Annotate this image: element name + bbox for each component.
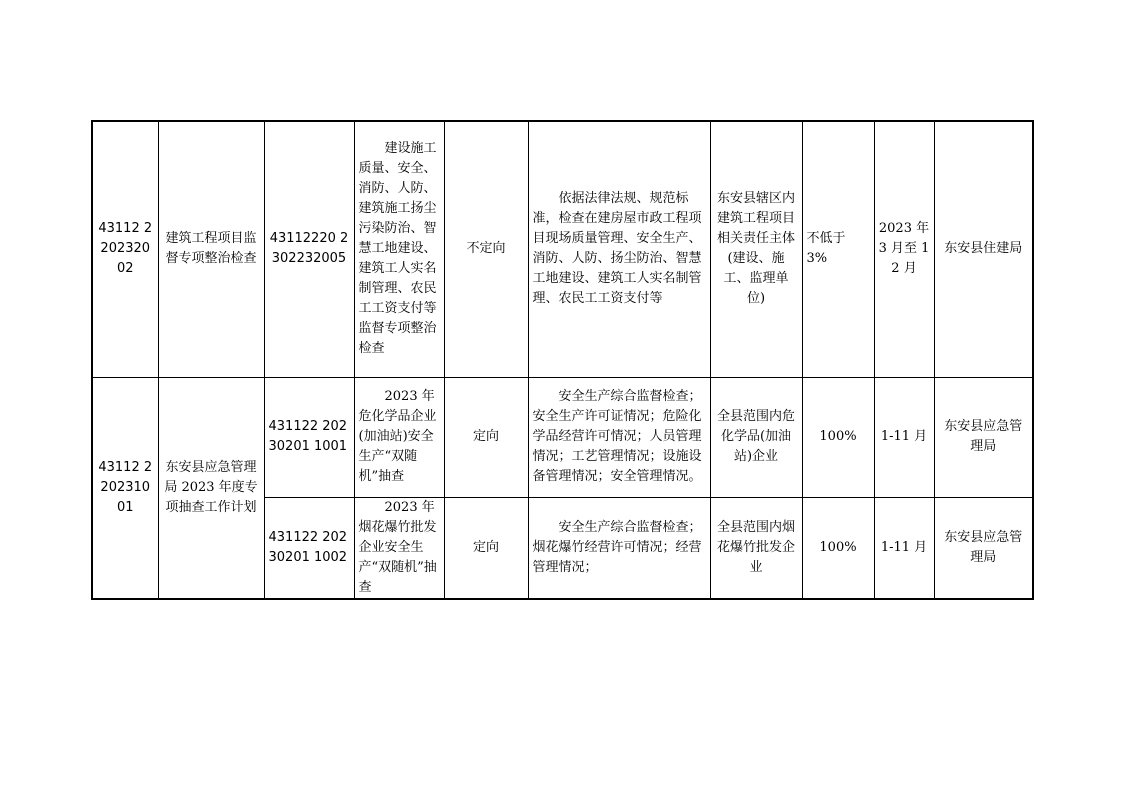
table-row [92, 377, 1033, 497]
content-cell: 依据法律法规、规范标准，检查在建房屋市政工程项目现场质量管理、安全生产、消防、人防、扬尘防治、智慧工地建设、建筑工人实名制管理、农民工工资支付等 [528, 121, 710, 377]
ratio-cell: 100% [802, 497, 874, 599]
item-name-cell: 2023 年危化学品企业(加油站)安全生产“双随机”抽查 [354, 377, 444, 497]
content-cell: 安全生产综合监督检查；安全生产许可证情况；危险化学品经营许可情况；人员管理情况；工艺管理情况；设施设备管理情况；安全管理情况。 [528, 377, 710, 497]
dept-cell: 东安县应急管理局 [934, 377, 1033, 497]
plan-code-cell: 43112 2202310 01 [92, 377, 158, 599]
time-cell: 1-11 月 [874, 497, 934, 599]
inspection-plan-table [91, 120, 1034, 600]
scope-cell: 全县范围内烟花爆竹批发企业 [710, 497, 802, 599]
ratio-cell: 不低于 3% [802, 121, 874, 377]
direction-cell: 不定向 [444, 121, 528, 377]
item-name-cell: 2023 年烟花爆竹批发企业安全生产“双随机”抽查 [354, 497, 444, 599]
dept-cell: 东安县应急管理局 [934, 497, 1033, 599]
item-name-cell: 建设施工质量、安全、消防、人防、建筑施工扬尘污染防治、智慧工地建设、建筑工人实名制管理、农民工工资支付等监督专项整治检查 [354, 121, 444, 377]
dept-cell: 东安县住建局 [934, 121, 1033, 377]
scope-cell: 东安县辖区内建筑工程项目相关责任主体(建设、施工、监理单位) [710, 121, 802, 377]
item-code-cell: 43112220 2302232005 [264, 121, 354, 377]
time-cell: 2023 年 3 月至 12 月 [874, 121, 934, 377]
plan-code-cell: 43112 2202320 02 [92, 121, 158, 377]
direction-cell: 定向 [444, 497, 528, 599]
plan-name-cell: 建筑工程项目监督专项整治检查 [158, 121, 264, 377]
table-row [92, 121, 1033, 377]
content-cell: 安全生产综合监督检查；烟花爆竹经营许可情况；经营管理情况； [528, 497, 710, 599]
scope-cell: 全县范围内危化学品(加油站)企业 [710, 377, 802, 497]
time-cell: 1-11 月 [874, 377, 934, 497]
item-code-cell: 431122 20230201 1002 [264, 497, 354, 599]
direction-cell: 定向 [444, 377, 528, 497]
item-code-cell: 431122 20230201 1001 [264, 377, 354, 497]
ratio-cell: 100% [802, 377, 874, 497]
plan-name-cell: 东安县应急管理局 2023 年度专项抽查工作计划 [158, 377, 264, 599]
